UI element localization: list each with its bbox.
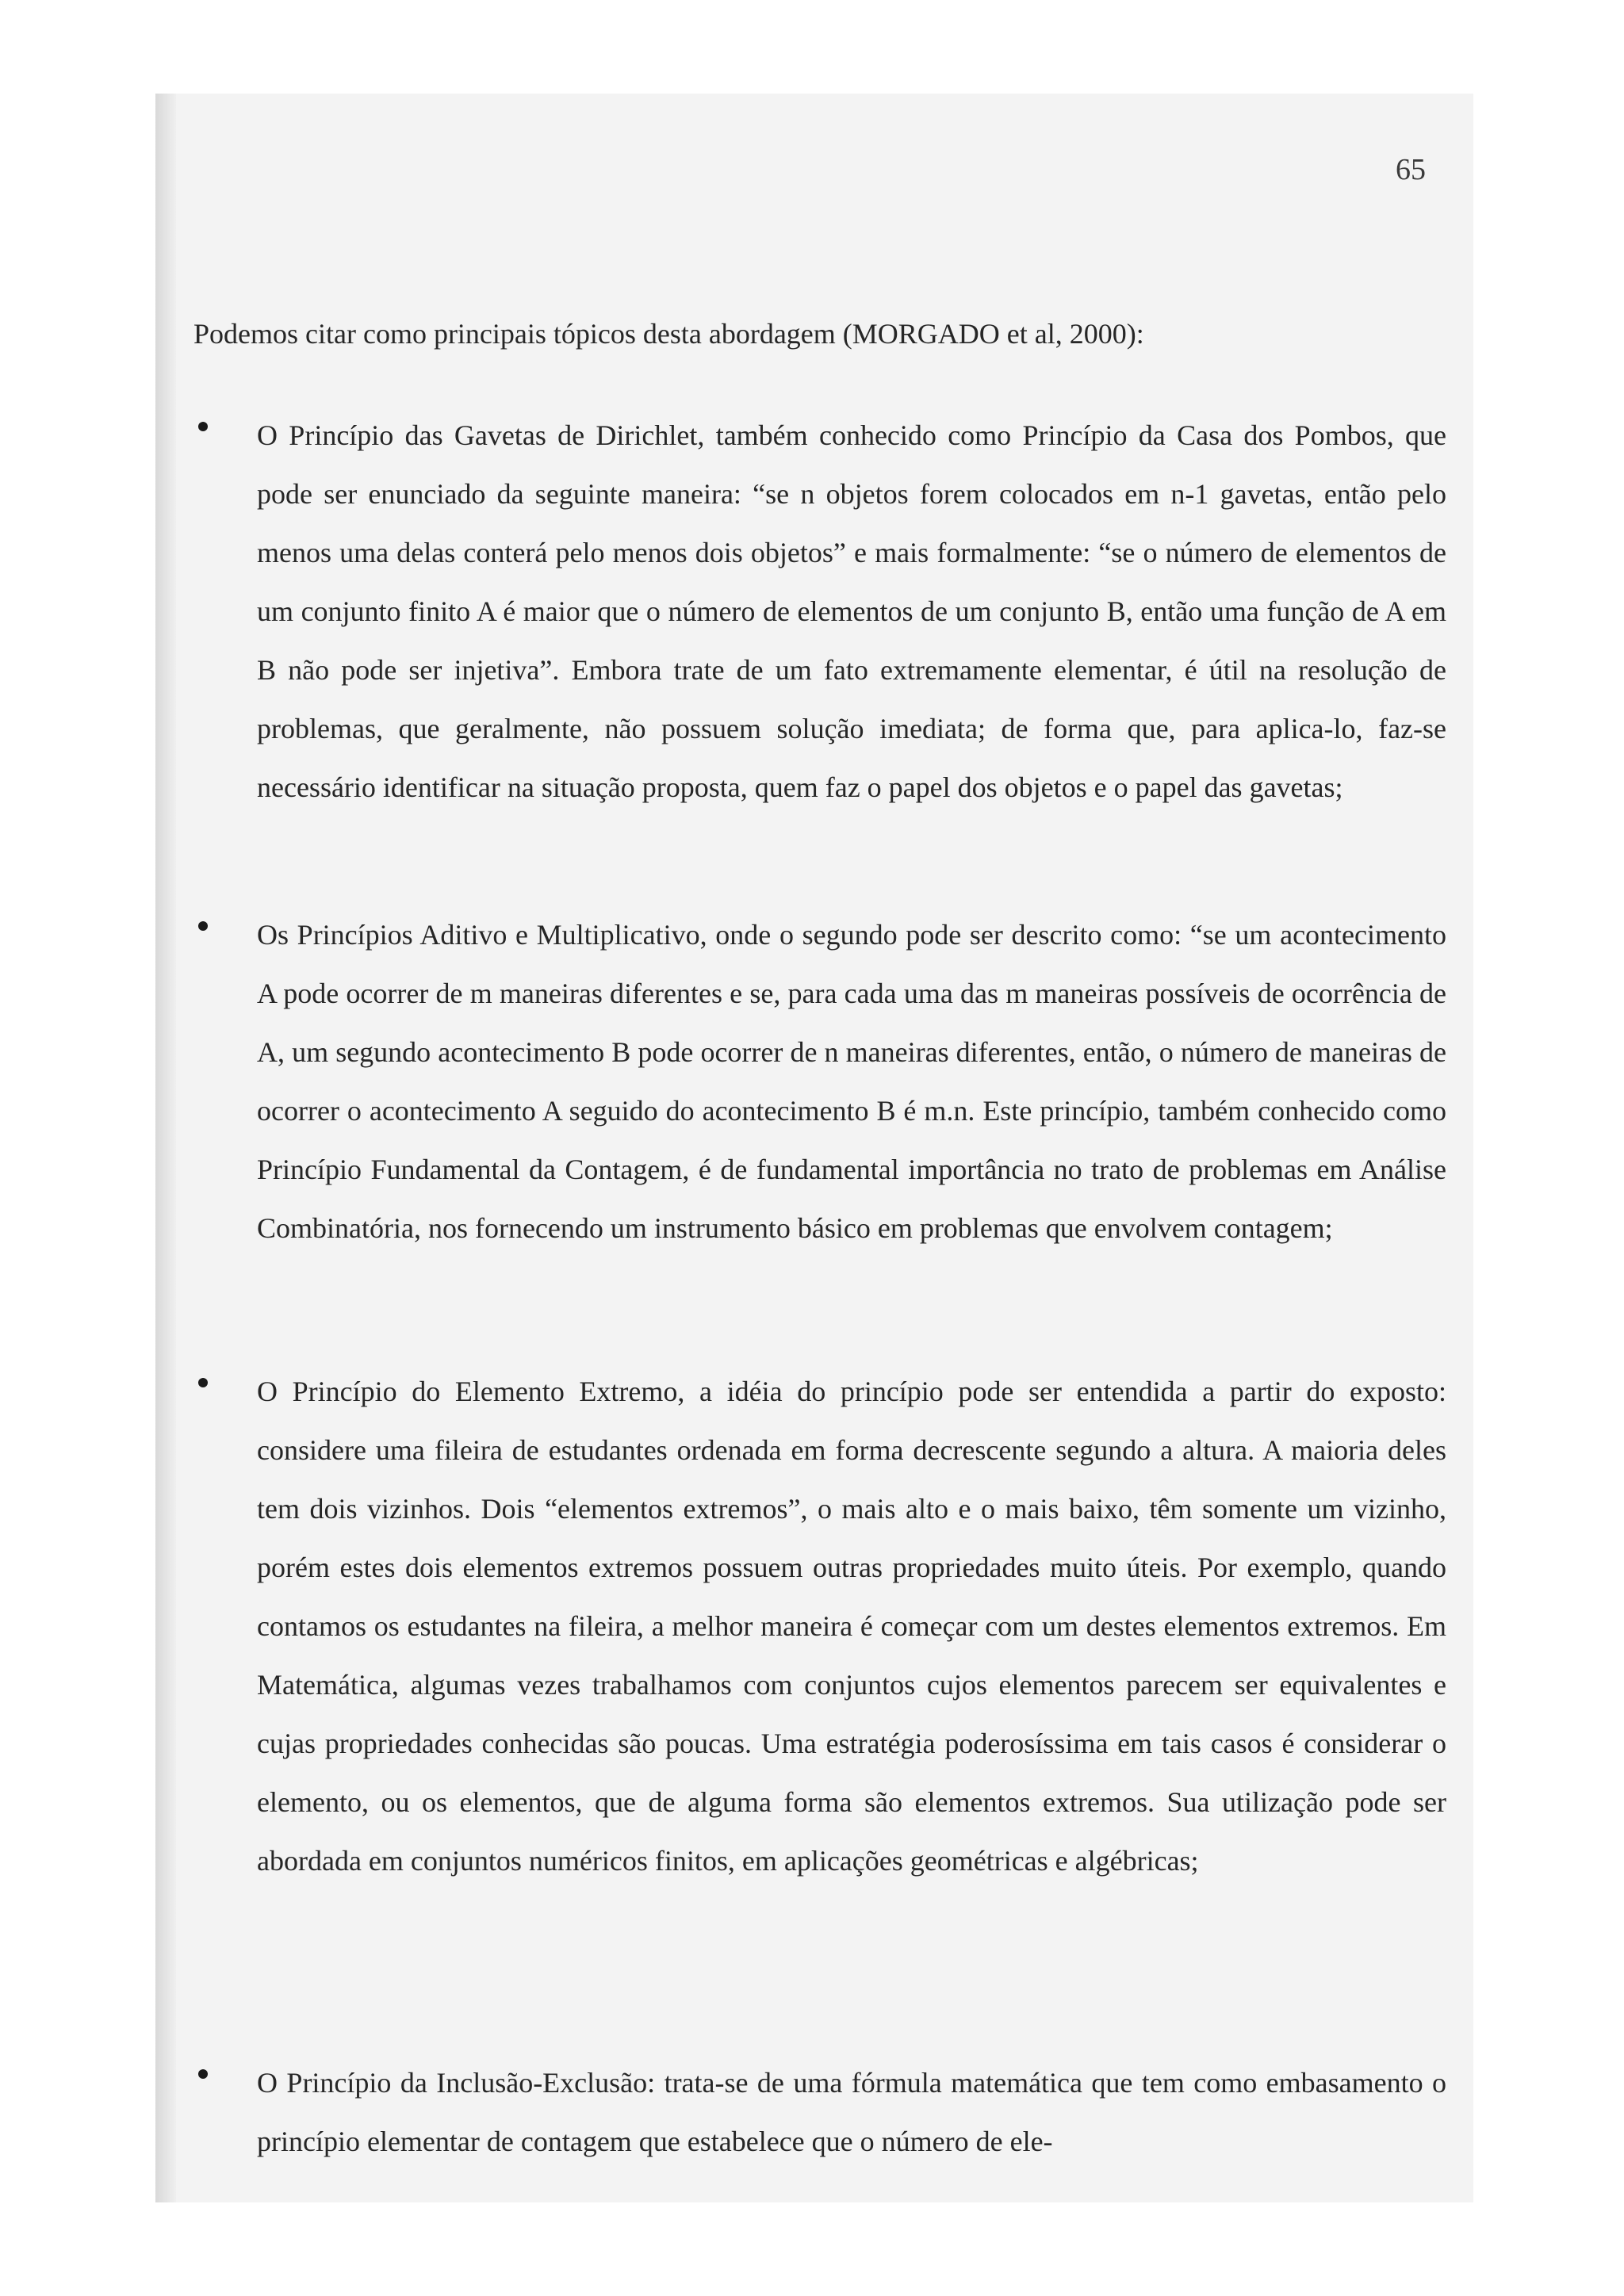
list-item-text: O Princípio das Gavetas de Dirichlet, também conhecido como Princípio da Casa dos Pombos, que pode ser enunciado da seguinte maneira: “se n objetos forem colocados em n-1 gavetas, então pelo menos uma delas conterá pelo menos dois objetos” e mais formalmente: “se o número de elementos de um conjunto finito A é maior que o número de elementos de um conjunto B, então uma função de A em B não pode ser injetiva”. Embora trate de um fato extremamente elementar, é útil na resolução de problemas, que geralmente, não possuem solução imediata; de forma que, para aplica-lo, faz-se necessário identificar na situação proposta, quem faz o papel dos objetos e o papel das gavetas; xyxy=(257,419,1446,803)
list-item-dirichlet-principle xyxy=(198,406,1467,817)
bullet-icon xyxy=(198,2069,208,2079)
bullet-icon xyxy=(198,1378,208,1387)
list-item-text: O Princípio do Elemento Extremo, a idéia do princípio pode ser entendida a partir do exposto: considere uma fileira de estudantes ordenada em forma decrescente segundo a altura. A maioria deles tem dois vizinhos. Dois “elementos extremos”, o mais alto e o mais baixo, têm somente um vizinho, porém estes dois elementos extremos possuem outras propriedades muito úteis. Por exemplo, quando contamos os estudantes na fileira, a melhor maneira é começar com um destes elementos extremos. Em Matemática, algumas vezes trabalhamos com conjuntos cujos elementos parecem ser equivalentes e cujas propriedades conhecidas são poucas. Uma estratégia poderosíssima em tais casos é considerar o elemento, ou os elementos, que de alguma forma são elementos extremos. Sua utilização pode ser abordada em conjuntos numéricos finitos, em aplicações geométricas e algébricas; xyxy=(257,1376,1446,1877)
list-item-additive-multiplicative xyxy=(198,905,1467,1257)
page-number: 65 xyxy=(1396,153,1426,186)
intro-paragraph: Podemos citar como principais tópicos desta abordagem (MORGADO et al, 2000): xyxy=(193,318,1144,350)
bullet-icon xyxy=(198,422,208,431)
list-item-text: Os Princípios Aditivo e Multiplicativo, onde o segundo pode ser descrito como: “se um acontecimento A pode ocorrer de m maneiras diferentes e se, para cada uma das m maneiras possíveis de ocorrência de A, um segundo acontecimento B pode ocorrer de n maneiras diferentes, então, o número de maneiras de ocorrer o acontecimento A seguido do acontecimento B é m.n. Este princípio, também conhecido como Princípio Fundamental da Contagem, é de fundamental importância no trato de problemas em Análise Combinatória, nos fornecendo um instrumento básico em problemas que envolvem contagem; xyxy=(257,919,1446,1244)
page-edge-shadow xyxy=(155,94,176,2202)
list-item-extreme-element xyxy=(198,1362,1467,1890)
list-item-inclusion-exclusion xyxy=(198,2053,1467,2171)
list-item-text: O Princípio da Inclusão-Exclusão: trata-se de uma fórmula matemática que tem como embasamento o princípio elementar de contagem que estabelece que o número de ele- xyxy=(257,2067,1446,2157)
bullet-icon xyxy=(198,921,208,931)
